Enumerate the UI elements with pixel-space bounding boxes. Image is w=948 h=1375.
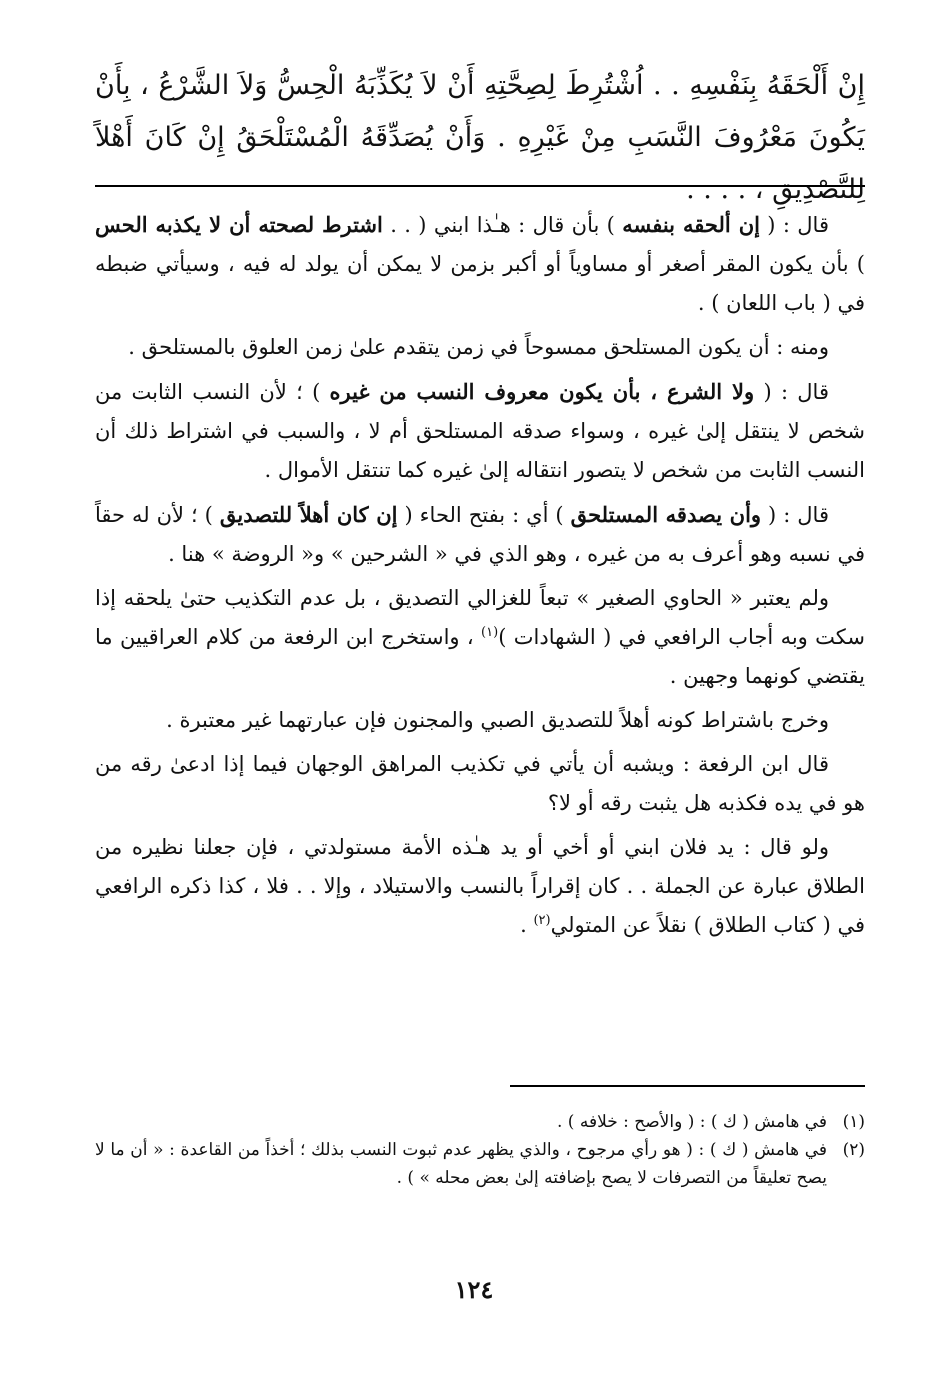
footnote-text: في هامش ( ك ) : ( هو رأي مرجوح ، والذي يظهر عدم ثبوت النسب بذلك ؛ أخذاً من القاعدة : « أن ما لا يصح تعليقاً من التصرفات لا يصح بإضافته إلىٰ بعض محله » ) . (95, 1140, 827, 1188)
footnote-ref: (١) (481, 625, 499, 640)
footnote-ref: (٢) (533, 913, 551, 928)
footnote-number: (٢) (842, 1140, 865, 1160)
top-divider (95, 185, 865, 187)
footnote-1 (95, 1108, 865, 1136)
commentary-paragraph-2: ومنه : أن يكون المستلحق ممسوحاً في زمن يتقدم علىٰ زمن العلوق بالمستلحق . (128, 335, 829, 359)
commentary-paragraph-4: قال : ( وأن يصدقه المستلحق ) أي : بفتح الحاء ( إن كان أهلاً للتصديق ) ؛ لأن له حقاً في نسبه وهو أعرف به من غيره ، وهو الذي في « الشرحين » و« الروضة » هنا . (95, 502, 865, 566)
commentary-paragraph-8: ولو قال : يد فلان ابني أو أخي أو يد هـٰذه الأمة مستولدتي ، فإن جعلنا نظيره من الطلاق عبارة عن الجملة . . كان إقراراً بالنسب والاستيلاد ، وإلا . . فلا ، كذا ذكره الرافعي في ( كتاب الطلاق ) نقلاً عن المتولي$^{(٢)}$ . (95, 835, 865, 937)
page-number: ١٢٤ (454, 1275, 494, 1304)
commentary (95, 205, 865, 950)
footnote-text: في هامش ( ك ) : ( والأصح : خلافه ) . (557, 1112, 827, 1132)
commentary-paragraph-1: قال : ( إن ألحقه بنفسه ) بأن قال : هـٰذا ابني ( . . اشترط لصحته أن لا يكذبه الحس ) بأن يكون المقر أصغر أو مساوياً أو أكبر بزمن لا يمكن أن يولد له فيه ، وسيأتي ضبطه في ( باب اللعان ) . (95, 212, 865, 315)
footnote-number: (١) (842, 1112, 865, 1132)
footnotes (95, 1108, 865, 1192)
footnote-divider (510, 1085, 865, 1087)
commentary-paragraph-5: ولم يعتبر « الحاوي الصغير » تبعاً للغزالي التصديق ، بل عدم التكذيب حتىٰ يلحقه إذا سكت وبه أجاب الرافعي في ( الشهادات )$^{(١)}$ ، واستخرج ابن الرفعة من كلام العراقيين ما يقتضي كونهما وجهين . (95, 586, 865, 688)
commentary-paragraph-3: قال : ( ولا الشرع ، بأن يكون معروف النسب من غيره ) ؛ لأن النسب الثابت من شخص لا ينتقل إلىٰ غيره ، وسواء صدقه المستلحق أم لا ، والسبب في اشتراط ذلك أن النسب الثابت من شخص لا يتصور انتقاله إلىٰ غيره كما تنتقل الأموال . (95, 379, 865, 482)
quoted-matn: ولا الشرع ، بأن يكون معروف النسب من غيره (329, 379, 755, 404)
commentary-paragraph-7: قال ابن الرفعة : ويشبه أن يأتي في تكذيب المراهق الوجهان فيما إذا ادعىٰ رقه من هو في يده فكذبه هل يثبت رقه أو لا؟ (95, 752, 865, 815)
matn-text: إِنْ أَلْحَقَهُ بِنَفْسِهِ . . اُشْتُرِطَ لِصِحَّتِهِ أَنْ لاَ يُكَذِّبَهُ الْحِسُّ وَلاَ الشَّرْعُ ، بِأَنْ يَكُونَ مَعْرُوفَ النَّسَبِ مِنْ غَيْرِهِ . وَأَنْ يُصَدِّقَهُ الْمُسْتَلْحَقُ إِنْ كَانَ أَهْلاً لِلتَّصْدِيقِ ، . . . . (95, 70, 865, 205)
footnote-2 (95, 1136, 865, 1192)
quoted-matn: وأن يصدقه المستلحق (570, 502, 762, 527)
quoted-matn: اشترط لصحته أن لا يكذبه الحس (95, 212, 383, 237)
quoted-matn: إن ألحقه بنفسه (622, 212, 760, 237)
quoted-matn: إن كان أهلاً للتصديق (219, 502, 398, 527)
commentary-paragraph-6: وخرج باشتراط كونه أهلاً للتصديق الصبي والمجنون فإن عبارتهما غير معتبرة . (166, 708, 829, 732)
